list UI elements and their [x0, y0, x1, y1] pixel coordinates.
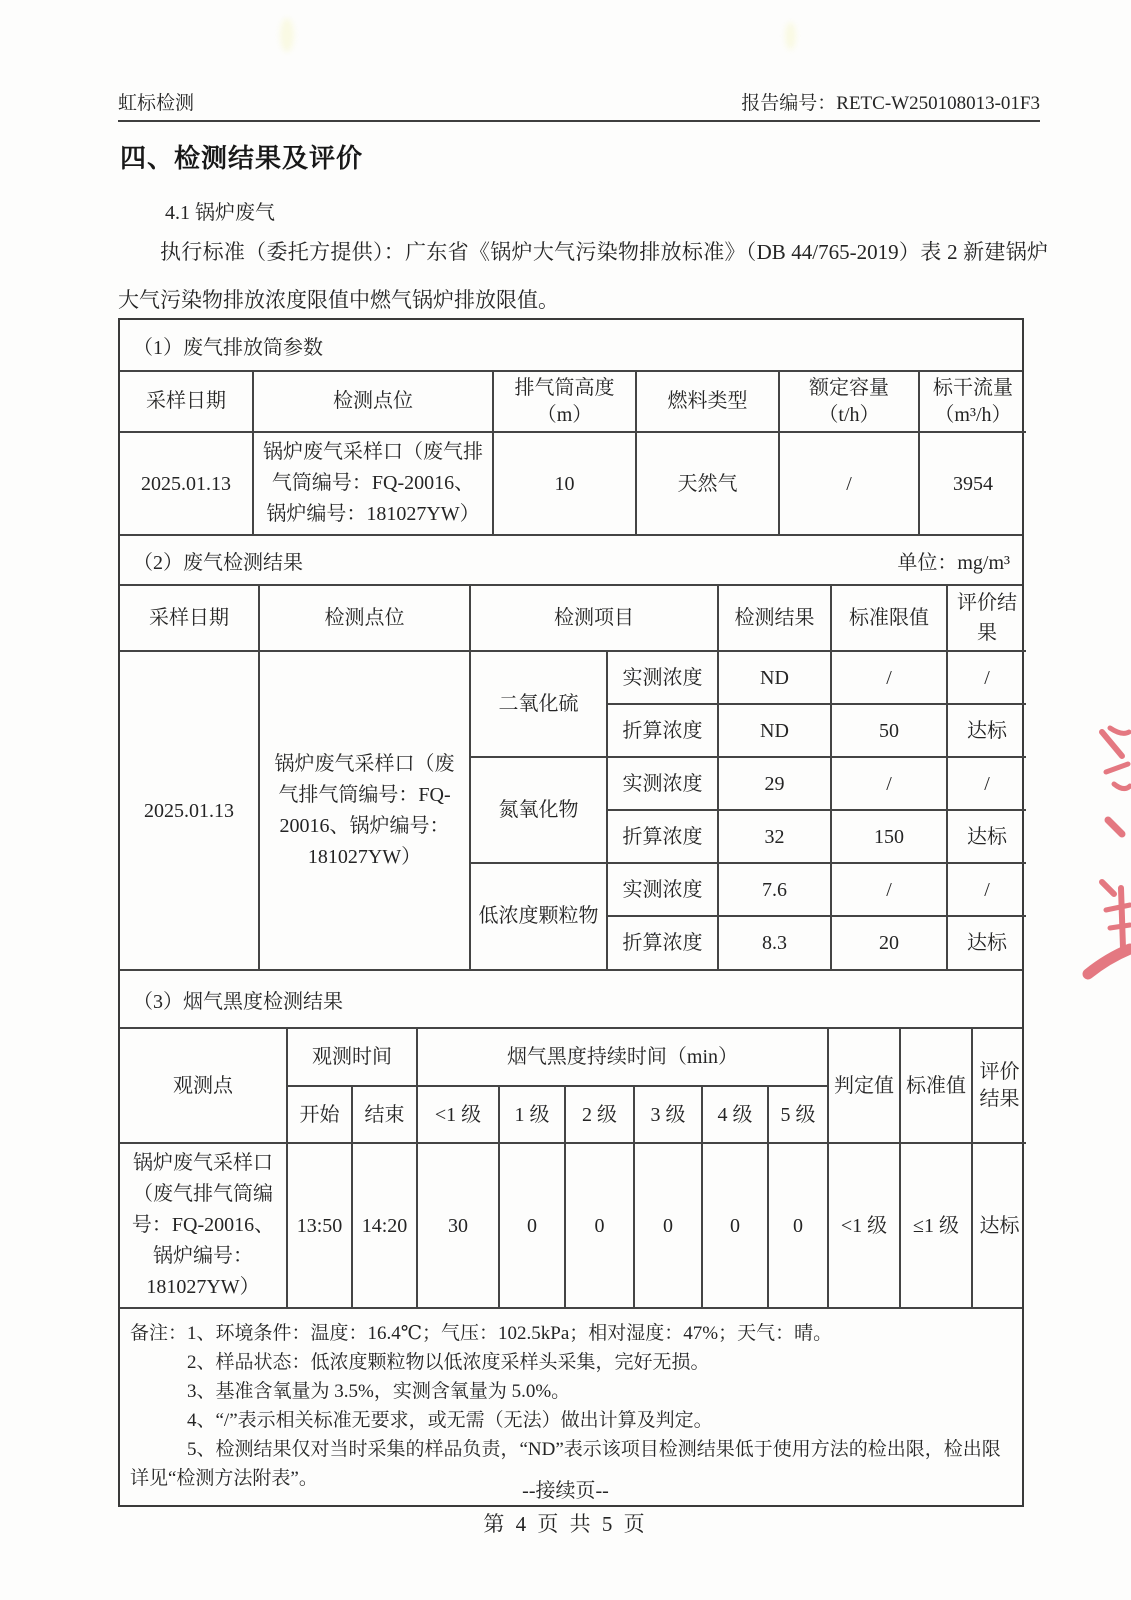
col-header-evaluation — [972, 1029, 1026, 1143]
cell-limit: 20 — [831, 916, 947, 969]
remark-line-2: 2、样品状态：低浓度颗粒物以低浓度采样头采集，完好无损。 — [187, 1352, 710, 1373]
scan-smudge — [280, 18, 294, 52]
cell-concentration-type: 折算浓度 — [607, 704, 718, 757]
standard-paragraph: 执行标准（委托方提供）：广东省《锅炉大气污染物排放标准》（DB 44/765-2019）表 2 新建锅炉大气污染物排放浓度限值中燃气锅炉排放限值。 — [118, 240, 1048, 312]
smoke-blackness-table — [120, 1029, 1026, 1307]
col-header-evaluation: 评价结果 — [947, 586, 1026, 651]
section-title: 四、检测结果及评价 — [120, 144, 364, 173]
header-brand: 虹标检测 — [118, 93, 195, 114]
col-header-evaluation-line2: 结果 — [979, 1087, 1020, 1110]
col-header-level-5: 5 级 — [768, 1086, 828, 1143]
cell-start-time: 13:50 — [287, 1143, 352, 1307]
results-table-block — [118, 318, 1024, 1507]
col-header-observation-time: 观测时间 — [287, 1029, 417, 1086]
col-header-stack-height — [493, 372, 636, 432]
remark-line-3: 3、基准含氧量为 3.5%，实测含氧量为 5.0%。 — [187, 1381, 571, 1402]
col-header-dry-flow-line1: 标干流量 — [933, 376, 1013, 399]
table3-caption-row — [120, 969, 1022, 1029]
col-header-point: 检测点位 — [253, 372, 493, 432]
col-header-level-lt1: <1 级 — [417, 1086, 499, 1143]
scan-smudge — [785, 22, 796, 50]
remark-line-4: 4、“/”表示相关标准无要求，或无需（无法）做出计算及判定。 — [187, 1410, 713, 1431]
cell-item-nox: 氮氧化物 — [470, 757, 607, 863]
col-header-standard-limit: 标准限值 — [831, 586, 947, 651]
cell-item-particulate: 低浓度颗粒物 — [470, 863, 607, 969]
page-header — [118, 88, 1040, 115]
cell-sample-date: 2025.01.13 — [120, 651, 259, 969]
col-header-judge-value: 判定值 — [828, 1029, 900, 1143]
remark-line-5: 5、检测结果仅对当时采集的样品负责，“ND”表示该项目检测结果低于使用方法的检出限，检出限详见“检测方法附表”。 — [130, 1439, 1001, 1489]
cell-limit: / — [831, 651, 947, 704]
col-header-blackness-duration: 烟气黑度持续时间（min） — [417, 1029, 828, 1086]
cell-limit: / — [831, 757, 947, 810]
cell-duration-lt1: 30 — [417, 1143, 499, 1307]
col-header-dry-flow — [919, 372, 1026, 432]
col-header-start: 开始 — [287, 1086, 352, 1143]
cell-duration-2: 0 — [565, 1143, 634, 1307]
cell-limit: 50 — [831, 704, 947, 757]
cell-observation-point: 锅炉废气采样口（废气排气筒编号：FQ-20016、锅炉编号：181027YW） — [120, 1143, 287, 1307]
col-header-level-4: 4 级 — [702, 1086, 768, 1143]
remark-line-1: 1、环境条件：温度：16.4℃；气压：102.5kPa；相对湿度：47%；天气：晴。 — [187, 1323, 833, 1344]
cell-dry-flow: 3954 — [919, 432, 1026, 534]
table2-unit: 单位：mg/m³ — [897, 551, 1010, 574]
cell-result: 8.3 — [718, 916, 831, 969]
col-header-rated-capacity-line2: （t/h） — [818, 403, 880, 426]
cell-concentration-type: 实测浓度 — [607, 757, 718, 810]
cell-concentration-type: 实测浓度 — [607, 651, 718, 704]
cell-result: 7.6 — [718, 863, 831, 916]
cell-limit: 150 — [831, 810, 947, 863]
cell-standard-value: ≤1 级 — [900, 1143, 972, 1307]
col-header-stack-height-line1: 排气筒高度 — [514, 376, 615, 399]
cell-result: 32 — [718, 810, 831, 863]
col-header-level-2: 2 级 — [565, 1086, 634, 1143]
cell-concentration-type: 折算浓度 — [607, 810, 718, 863]
col-header-standard-value: 标准值 — [900, 1029, 972, 1143]
cell-duration-3: 0 — [634, 1143, 702, 1307]
cell-evaluation: / — [947, 757, 1026, 810]
table-row — [120, 651, 1026, 704]
col-header-level-3: 3 级 — [634, 1086, 702, 1143]
col-header-end: 结束 — [352, 1086, 417, 1143]
cell-result: ND — [718, 651, 831, 704]
col-header-point: 检测点位 — [259, 586, 470, 651]
cell-evaluation: / — [947, 863, 1026, 916]
header-rule — [118, 120, 1040, 122]
col-header-observation-point: 观测点 — [120, 1029, 287, 1143]
cell-sample-date: 2025.01.13 — [120, 432, 253, 534]
remarks-label: 备注： — [130, 1323, 188, 1344]
cell-duration-4: 0 — [702, 1143, 768, 1307]
stack-parameters-table — [120, 372, 1026, 534]
page-number: 第 4 页 共 5 页 — [483, 1512, 648, 1536]
table2-caption: （2）废气检测结果 — [133, 551, 303, 574]
cell-duration-1: 0 — [499, 1143, 565, 1307]
table-row — [120, 432, 1026, 534]
cell-result: ND — [718, 704, 831, 757]
cell-evaluation: 达标 — [947, 916, 1026, 969]
col-header-level-1: 1 级 — [499, 1086, 565, 1143]
col-header-rated-capacity — [779, 372, 919, 432]
table1-caption: （1）废气排放筒参数 — [133, 336, 323, 359]
red-seal-fragment — [1050, 712, 1131, 1002]
cell-result: 29 — [718, 757, 831, 810]
col-header-stack-height-line2: （m） — [536, 403, 593, 426]
cell-concentration-type: 折算浓度 — [607, 916, 718, 969]
cell-rated-capacity: / — [779, 432, 919, 534]
col-header-sample-date: 采样日期 — [120, 586, 259, 651]
cell-evaluation: 达标 — [947, 704, 1026, 757]
cell-limit: / — [831, 863, 947, 916]
cell-concentration-type: 实测浓度 — [607, 863, 718, 916]
col-header-test-result: 检测结果 — [718, 586, 831, 651]
cell-item-so2: 二氧化硫 — [470, 651, 607, 757]
remark-line — [130, 1319, 1010, 1348]
cell-evaluation: 达标 — [947, 810, 1026, 863]
cell-judge-value: <1 级 — [828, 1143, 900, 1307]
subsection-title: 4.1 锅炉废气 — [165, 202, 275, 224]
cell-evaluation: 达标 — [972, 1143, 1026, 1307]
cell-sampling-point: 锅炉废气采样口（废气排气筒编号：FQ-20016、锅炉编号：181027YW） — [253, 432, 493, 534]
col-header-test-item: 检测项目 — [470, 586, 718, 651]
table1-caption-row — [120, 320, 1022, 372]
table2-caption-row — [120, 534, 1022, 586]
gas-results-table — [120, 586, 1026, 969]
cell-stack-height: 10 — [493, 432, 636, 534]
col-header-sample-date: 采样日期 — [120, 372, 253, 432]
table-row — [120, 1143, 1026, 1307]
col-header-rated-capacity-line1: 额定容量 — [809, 376, 889, 399]
col-header-fuel-type: 燃料类型 — [636, 372, 779, 432]
continuation-note: --接续页-- — [522, 1480, 609, 1502]
cell-evaluation: / — [947, 651, 1026, 704]
cell-fuel-type: 天然气 — [636, 432, 779, 534]
cell-duration-5: 0 — [768, 1143, 828, 1307]
table3-caption: （3）烟气黑度检测结果 — [133, 990, 343, 1013]
cell-sampling-point: 锅炉废气采样口（废气排气筒编号：FQ-20016、锅炉编号：181027YW） — [259, 651, 470, 969]
cell-end-time: 14:20 — [352, 1143, 417, 1307]
col-header-dry-flow-line2: （m³/h） — [934, 403, 1012, 426]
report-number: 报告编号：RETC-W250108013-01F3 — [741, 93, 1040, 114]
col-header-evaluation-line1: 评价 — [979, 1060, 1020, 1083]
